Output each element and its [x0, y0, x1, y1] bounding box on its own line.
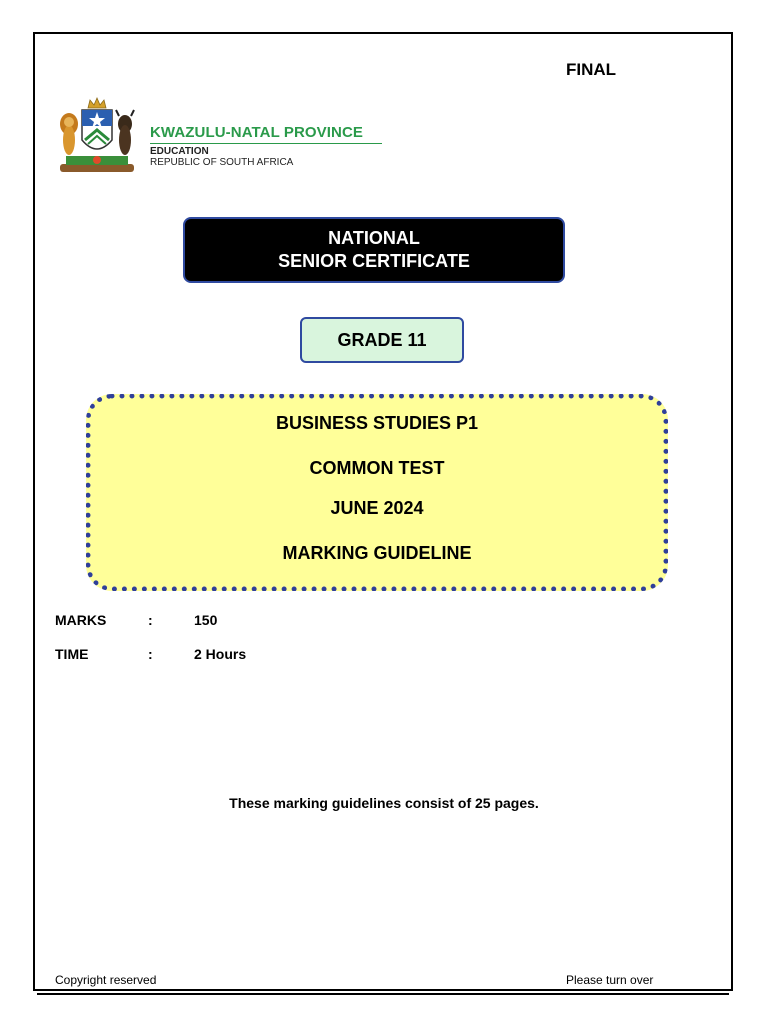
certificate-line-1: NATIONAL	[328, 228, 420, 248]
document-status: FINAL	[566, 60, 617, 79]
document-type: MARKING GUIDELINE	[282, 543, 472, 563]
footer-copyright: Copyright reserved	[55, 973, 157, 987]
time-label: TIME	[55, 646, 89, 662]
subject-info-box	[86, 394, 668, 591]
time-value: 2 Hours	[194, 646, 247, 662]
grade-box: GRADE 11	[300, 317, 464, 363]
time-separator: :	[148, 646, 153, 662]
test-name: COMMON TEST	[309, 458, 445, 478]
logo-divider	[150, 143, 382, 144]
province-name: KWAZULU-NATAL PROVINCE	[150, 124, 364, 141]
footer-turn-over: Please turn over	[566, 973, 654, 987]
marks-value: 150	[194, 612, 218, 628]
test-date: JUNE 2024	[330, 498, 424, 518]
department-name: EDUCATION	[150, 146, 209, 157]
page-count-note: These marking guidelines consist of 25 pages.	[229, 795, 539, 811]
department-logo	[52, 96, 387, 178]
certificate-title-box	[183, 217, 565, 283]
coat-of-arms-icon	[52, 96, 142, 178]
country-name: REPUBLIC OF SOUTH AFRICA	[150, 157, 294, 168]
marks-label: MARKS	[55, 612, 107, 628]
marks-separator: :	[148, 612, 153, 628]
subject-title: BUSINESS STUDIES P1	[275, 413, 479, 433]
certificate-line-2: SENIOR CERTIFICATE	[278, 251, 470, 271]
